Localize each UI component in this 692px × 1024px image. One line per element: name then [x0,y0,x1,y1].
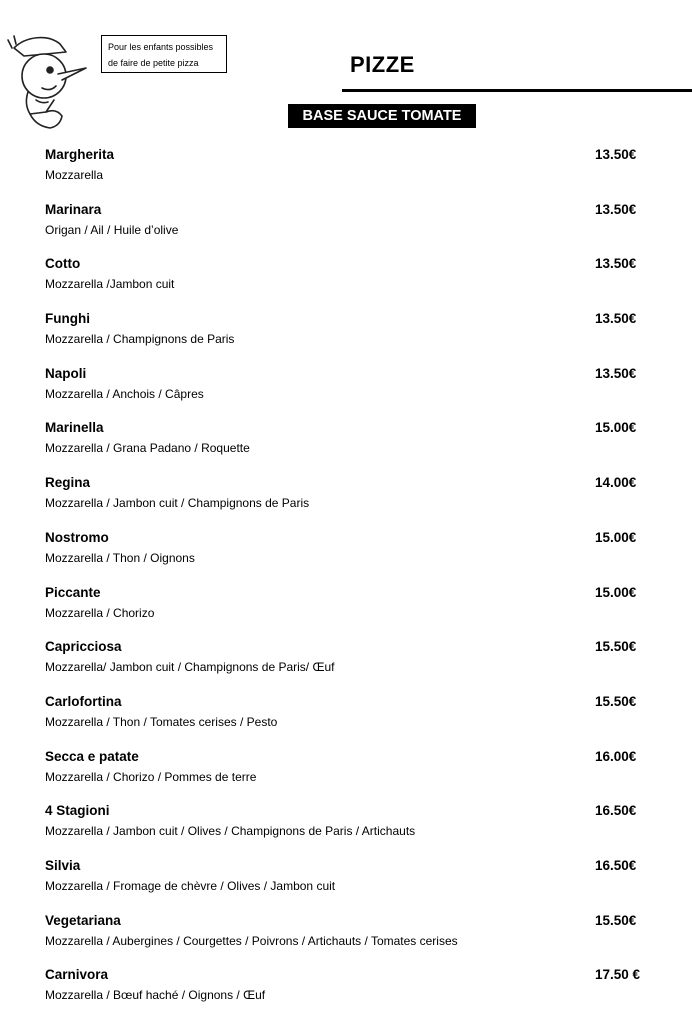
pizza-ingredients: Mozzarella / Bœuf haché / Oignons / Œuf [45,988,266,1003]
pizza-name: Marinella [45,420,104,436]
pizza-price: 13.50€ [595,201,637,217]
menu-item [0,310,692,365]
pizza-ingredients: Mozzarella / Fromage de chèvre / Olives / Jambon cuit [45,878,336,893]
pizza-ingredients: Mozzarella/ Jambon cuit / Champignons de Paris/ Œuf [45,660,335,675]
pizza-ingredients: Mozzarella / Grana Padano / Roquette [45,441,250,456]
menu-item [0,474,692,529]
menu-item [0,255,692,310]
pizza-name: 4 Stagioni [45,803,110,819]
pizza-name: Secca e patate [45,748,139,764]
pizza-price: 14.00€ [595,475,637,491]
pizza-name: Silvia [45,857,81,873]
pizza-ingredients: Mozzarella / Aubergines / Courgettes / Poivrons / Artichauts / Tomates cerises [45,933,458,948]
pizza-price: 13.50€ [595,256,637,272]
menu-item [0,529,692,584]
pizza-price: 13.50€ [595,147,637,162]
pizza-ingredients: Mozzarella / Thon / Oignons [45,550,195,565]
pizza-ingredients: Mozzarella /Jambon cuit [45,277,175,292]
pizza-name: Piccante [45,584,101,600]
pizza-menu-list [0,146,692,1021]
pizza-ingredients: Origan / Ail / Huile d’olive [45,222,179,237]
pizza-name: Funghi [45,311,90,327]
menu-item [0,638,692,693]
menu-item [0,802,692,857]
pizza-name: Cotto [45,256,81,272]
pizza-price: 17.50 € [595,967,641,983]
pizza-price: 13.50€ [595,311,637,327]
pizza-ingredients: Mozzarella / Jambon cuit / Champignons de Paris [45,496,310,511]
menu-item [0,966,692,1021]
menu-item [0,748,692,803]
pizza-ingredients: Mozzarella / Jambon cuit / Olives / Champignons de Paris / Artichauts [45,824,416,839]
pizza-ingredients: Mozzarella / Thon / Tomates cerises / Pesto [45,714,278,729]
pinocchio-illustration [6,30,92,134]
title-underline [342,89,692,92]
pizza-ingredients: Mozzarella / Chorizo / Pommes de terre [45,769,257,784]
pizza-name: Napoli [45,365,87,381]
pizza-ingredients: Mozzarella / Anchois / Câpres [45,386,204,401]
pizza-price: 15.00€ [595,420,637,436]
pizza-price: 16.00€ [595,748,637,764]
pizza-name: Regina [45,475,91,491]
menu-item [0,419,692,474]
menu-item [0,693,692,748]
pizza-name: Marinara [45,201,102,217]
pizza-price: 15.50€ [595,912,637,928]
kids-note-line-1: Pour les enfants possibles [108,42,214,52]
menu-item [0,365,692,420]
menu-item [0,146,692,201]
pizza-price: 16.50€ [595,857,637,873]
kids-note-line-2: de faire de petite pizza [108,58,199,68]
pizza-price: 15.00€ [595,529,637,545]
pizza-name: Carnivora [45,967,109,983]
pizza-price: 15.50€ [595,693,637,709]
page-title: PIZZE [350,52,415,77]
pizza-name: Vegetariana [45,912,121,928]
pizza-price: 15.00€ [595,584,637,600]
pizza-price: 15.50€ [595,639,637,655]
menu-item [0,857,692,912]
pizza-ingredients: Mozzarella [45,168,104,182]
menu-item [0,201,692,256]
pizza-ingredients: Mozzarella / Chorizo [45,605,155,620]
pizza-name: Margherita [45,147,115,162]
pizza-price: 16.50€ [595,803,637,819]
pizza-ingredients: Mozzarella / Champignons de Paris [45,332,235,347]
pizza-price: 13.50€ [595,365,637,381]
section-heading: BASE SAUCE TOMATE [288,104,476,128]
pizza-name: Carlofortina [45,693,122,709]
pizza-name: Nostromo [45,529,109,545]
menu-item [0,584,692,639]
menu-item [0,912,692,967]
pizza-name: Capricciosa [45,639,122,655]
kids-note-box [101,35,227,73]
